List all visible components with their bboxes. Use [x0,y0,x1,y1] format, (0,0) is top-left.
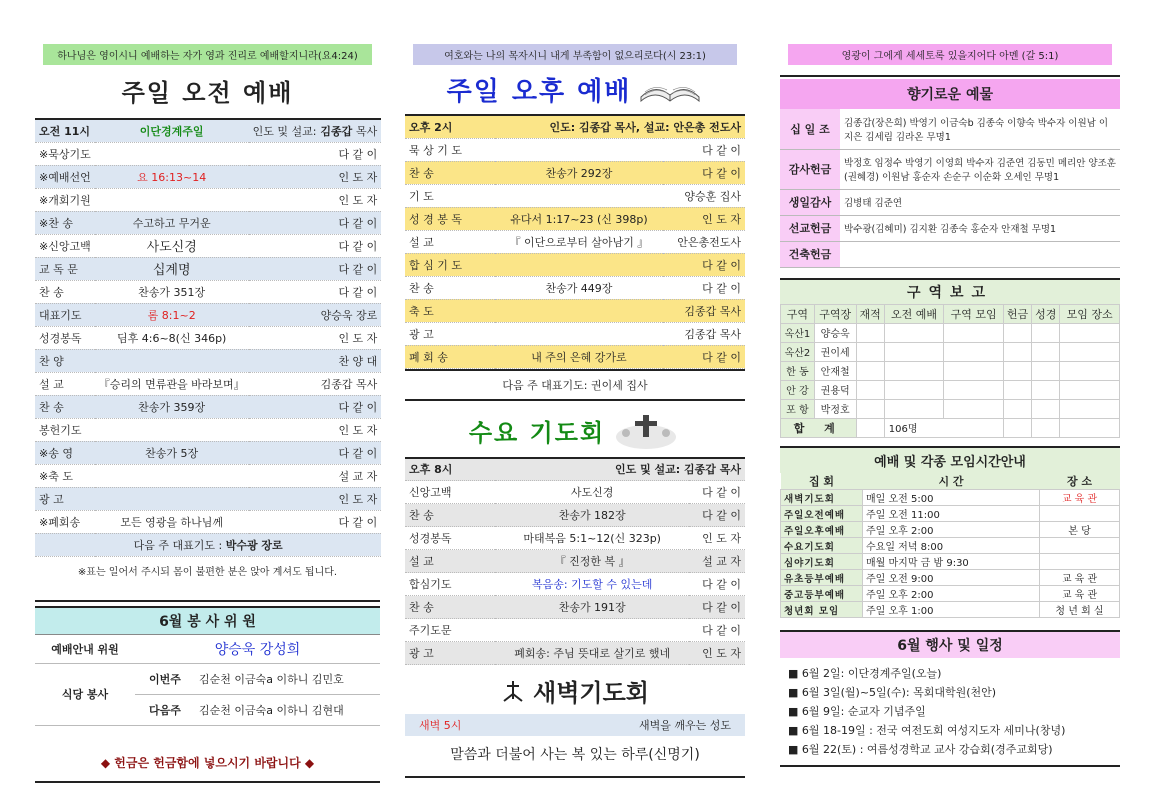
praying-hands-icon [611,411,681,451]
schedule-header: 장 소 [1040,473,1120,490]
area-name: 한 동 [781,361,815,380]
sunday-name: 이단경계주일 [95,119,249,142]
table-row [781,399,1120,418]
order-detail: 찬송가 351장 [95,280,249,303]
info-column [780,40,1120,767]
order-detail: 찬송가 292장 [495,161,663,184]
verse-banner: 하나님은 영이시니 예배하는 자가 영과 진리로 예배할지니라(요4:24) [43,44,372,65]
order-detail [95,188,249,211]
order-detail: 『승리의 면류관을 바라보며』 [95,372,249,395]
area-total-row: 합 계 106명 [781,418,1120,437]
area-leader: 양승욱 [814,323,856,342]
offering-row [780,189,1120,215]
area-cell [1032,361,1060,380]
order-item: 찬 송 [405,596,495,619]
order-person: 다 같 이 [663,138,745,161]
order-person: 인 도 자 [663,207,745,230]
area-leader: 안재철 [814,361,856,380]
area-name: 포 항 [781,399,815,418]
table-row [35,395,381,418]
schedule-time: 주일 오후 1:00 [863,602,1040,618]
order-person: 다 같 이 [663,345,745,368]
table-row [35,464,381,487]
list-item: ■ 6월 9일: 순교자 기념주일 [788,705,926,718]
table-row [781,570,1120,586]
area-cell [1003,380,1031,399]
open-book-icon [637,75,703,105]
table-row [781,361,1120,380]
schedule-place: 본 당 [1040,522,1120,538]
order-detail: 사도신경 [95,234,249,257]
list-item: ■ 6월 18-19일 : 전국 여전도회 여성지도자 세미나(창녕) [788,724,1066,737]
order-person: 다 같 이 [249,211,382,234]
order-detail [495,184,663,207]
order-detail: 『 이단으로부터 살아남기 』 [495,230,663,253]
table-row [35,487,381,510]
table-row [35,165,381,188]
order-detail: 롬 8:1~2 [95,303,249,326]
schedule-meeting: 심야기도회 [781,554,863,570]
schedule-time: 주일 오후 2:00 [863,522,1040,538]
order-item: 광 고 [405,322,495,345]
table-row [405,230,745,253]
table-row [405,345,745,368]
events-title: 6월 행사 및 일정 [780,630,1120,658]
area-cell [856,361,884,380]
usher-names: 양승욱 강성희 [135,635,380,664]
table-row [35,510,381,533]
offering-row [780,149,1120,189]
schedule-title: 예배 및 각종 모임시간안내 [780,446,1120,473]
area-cell [1032,323,1060,342]
events-list [780,658,1120,765]
area-cell [884,323,944,342]
order-item: 찬 송 [405,276,495,299]
service-time: 오후 2시 [405,115,495,138]
order-person: 다 같 이 [249,510,382,533]
order-person: 다 같 이 [689,573,745,596]
schedule-place [1040,554,1120,570]
table-row [35,372,381,395]
order-person: 인 도 자 [249,326,382,349]
table-row [35,280,381,303]
table-row [781,506,1120,522]
order-detail: 『 진정한 복 』 [495,550,689,573]
area-cell [1003,399,1031,418]
order-person: 김종갑 목사 [249,372,382,395]
order-detail: 수고하고 무거운 [95,211,249,234]
area-name: 옥산2 [781,342,815,361]
order-person: 안은총전도사 [663,230,745,253]
table-row [405,527,745,550]
area-header: 오전 예배 [884,304,944,323]
table-row [781,602,1120,618]
next-leader: 다음 주 대표기도: 권이세 집사 [405,369,745,399]
table-row [35,418,381,441]
order-detail: 딤후 4:6~8(신 346p) [95,326,249,349]
order-person: 다 같 이 [249,142,382,165]
schedule-place [1040,506,1120,522]
area-cell [1060,342,1120,361]
order-detail [495,138,663,161]
order-item: 봉헌기도 [35,418,95,441]
order-person: 다 같 이 [689,619,745,642]
area-cell [884,399,944,418]
area-cell [884,342,944,361]
table-row [35,188,381,211]
order-item: 합 심 기 도 [405,253,495,276]
order-detail [95,142,249,165]
table-row [35,257,381,280]
order-item: 광 고 [405,642,495,665]
offering-names: 김종갑(장은희) 박영기 이금숙b 김종숙 이향숙 박수자 이원남 이지은 김세림 김라온 무명1 [840,109,1120,149]
schedule-header: 시 간 [863,473,1040,490]
order-detail [495,299,663,322]
table-row [405,276,745,299]
order-person: 다 같 이 [249,441,382,464]
dawn-title: 새벽기도회 [533,679,649,707]
order-detail: 찬송가 359장 [95,395,249,418]
area-report-title: 구역보고 [780,278,1120,304]
order-item: 신앙고백 [405,481,495,504]
order-item: 설 교 [405,550,495,573]
order-detail: 마태복음 5:1~12(신 323p) [495,527,689,550]
schedule-time: 매일 오전 5:00 [863,490,1040,506]
area-leader: 권용덕 [814,380,856,399]
order-detail: 유다서 1:17~23 (신 398p) [495,207,663,230]
standing-note: ※표는 일어서 주시되 몸이 불편한 분은 앉아 계셔도 됩니다. [77,566,338,578]
offering-label: 생일감사 [780,189,840,215]
area-cell [856,380,884,399]
order-item: 대표기도 [35,303,95,326]
morning-order-table [35,118,381,557]
area-cell [1060,380,1120,399]
schedule-meeting: 유초등부예배 [781,570,863,586]
area-leader: 권이세 [814,342,856,361]
order-item: 성경봉독 [405,527,495,550]
area-cell [1060,361,1120,380]
table-row [781,538,1120,554]
area-cell [944,342,1004,361]
order-item: ※묵상기도 [35,142,95,165]
area-cell [884,380,944,399]
dawn-bar: 새벽 5시 새벽을 깨우는 성도 [405,714,745,736]
offering-names: 김병태 김준연 [840,189,1120,215]
order-detail [95,487,249,510]
order-person: 인 도 자 [689,527,745,550]
order-person: 김종갑 목사 [663,322,745,345]
area-header: 구역 [781,304,815,323]
schedule-place: 교 육 관 [1040,490,1120,506]
order-person: 설 교 자 [249,464,382,487]
schedule-place: 교 육 관 [1040,586,1120,602]
order-item: 성경봉독 [35,326,95,349]
leader-info: 인도: 김종갑 목사, 설교: 안은총 전도사 [495,115,745,138]
order-person: 인 도 자 [249,165,382,188]
order-item: 광 고 [35,487,95,510]
area-header: 성경 [1032,304,1060,323]
schedule-meeting: 청년회 모임 [781,602,863,618]
order-person: 다 같 이 [689,481,745,504]
area-cell [1060,399,1120,418]
order-person: 다 같 이 [249,234,382,257]
schedule-time: 주일 오후 2:00 [863,586,1040,602]
order-item: 폐 회 송 [405,345,495,368]
order-detail: 찬송가 5장 [95,441,249,464]
order-item: 묵 상 기 도 [405,138,495,161]
table-row [405,299,745,322]
area-name: 안 강 [781,380,815,399]
list-item: ■ 6월 22(토) : 여름성경학교 교사 강습회(경주교회당) [788,743,1053,756]
area-header: 재적 [856,304,884,323]
table-row [781,342,1120,361]
schedule-meeting: 수요기도회 [781,538,863,554]
area-name: 옥산1 [781,323,815,342]
area-cell [1003,361,1031,380]
table-row [35,326,381,349]
schedule-place [1040,538,1120,554]
table-row [405,642,745,665]
offering-label: 건축헌금 [780,241,840,267]
order-item: 기 도 [405,184,495,207]
table-row [405,504,745,527]
table-row [35,441,381,464]
order-item: 찬 양 [35,349,95,372]
schedule-meeting: 주일오전예배 [781,506,863,522]
area-header: 구역장 [814,304,856,323]
order-person: 다 같 이 [249,395,382,418]
schedule-time: 주일 오전 11:00 [863,506,1040,522]
order-detail [95,349,249,372]
service-time: 오전 11시 [35,119,95,142]
area-cell [944,380,1004,399]
table-row [405,573,745,596]
table-row [35,211,381,234]
order-item: ※송 영 [35,441,95,464]
dawn-theme: 말씀과 더불어 사는 복 있는 하루(신명기) [450,747,700,763]
table-row [781,380,1120,399]
wednesday-title: 수요 기도회 [468,419,606,447]
table-row [405,161,745,184]
volunteers-table: 예배안내 위원 양승욱 강성희 식당 봉사 이번주 김순천 이금숙a 이하니 김민호 다음주 김순천 이금숙a 이하니 김현대 [35,635,380,726]
order-person: 찬 양 대 [249,349,382,372]
next-leader-row: 다음 주 대표기도 : 박수광 장로 [35,533,381,556]
order-item: ※예배선언 [35,165,95,188]
order-item: 설 교 [35,372,95,395]
morning-title: 주일 오전 예배 [121,79,294,107]
order-detail [95,418,249,441]
area-leader: 박정호 [814,399,856,418]
order-detail [495,322,663,345]
afternoon-order-table [405,114,745,369]
schedule-time: 매월 마지막 금 밤 9:30 [863,554,1040,570]
order-person: 양승훈 집사 [663,184,745,207]
area-cell [1003,323,1031,342]
table-row [405,184,745,207]
offering-label: 감사헌금 [780,149,840,189]
order-person: 인 도 자 [689,642,745,665]
table-row [781,522,1120,538]
order-item: 합심기도 [405,573,495,596]
area-cell [944,323,1004,342]
order-person: 다 같 이 [689,596,745,619]
schedule-time: 주일 오전 9:00 [863,570,1040,586]
table-row [781,490,1120,506]
order-item: 설 교 [405,230,495,253]
offering-names [840,241,1120,267]
order-item: ※폐회송 [35,510,95,533]
area-cell [856,399,884,418]
offering-names: 박수광(김혜미) 김지환 김종숙 홍순자 안재철 무명1 [840,215,1120,241]
table-row [35,303,381,326]
order-person: 다 같 이 [663,253,745,276]
verse-banner: 여호와는 나의 목자시니 내게 부족함이 없으리로다(시 23:1) [413,44,737,65]
schedule-time: 수요일 저녁 8:00 [863,538,1040,554]
area-cell [1003,342,1031,361]
list-item: ■ 6월 2일: 이단경계주일(오늘) [788,667,942,680]
afternoon-title: 주일 오후 예배 [446,77,632,107]
dawn-title-row [405,673,745,708]
area-cell [1032,399,1060,418]
table-row [405,207,745,230]
order-person: 다 같 이 [689,504,745,527]
wednesday-order-table: 오후 8시 인도 및 설교: 김종갑 목사 신앙고백 사도신경 다 같 이 찬 송 찬송가 182장 다 같 이 성경봉독 마태복음 5:1~12(신 323p) 인 도 자 설 교 『 진정한 복 』 설 교 자 합심기도 복음송: 기도할 수 있는데 다 같 이 찬 송 찬송가 191장 다 같 이 주기도문 다 같 이 광 고 폐회송: 주님 뜻대로 살기로 했네 인 도 자 [405,457,745,666]
table-row [781,554,1120,570]
table-row [781,586,1120,602]
order-detail: 십계명 [95,257,249,280]
order-person: 인 도 자 [249,188,382,211]
offering-row [780,109,1120,149]
order-detail: 요 16:13~14 [95,165,249,188]
order-person: 다 같 이 [663,161,745,184]
offering-table [780,109,1120,268]
table-row [35,349,381,372]
area-header: 구역 모임 [944,304,1004,323]
order-person: 인 도 자 [249,418,382,441]
offering-names: 박정호 임정수 박영기 이영희 박수자 김준연 김동민 메리안 양조훈(권혜경) 이원남 홍순자 손순구 이순화 오세인 무명1 [840,149,1120,189]
table-row [405,619,745,642]
area-cell [944,361,1004,380]
verse-banner: 영광이 그에게 세세토록 있을지어다 아멘 (갈 5:1) [788,44,1112,65]
order-detail: 찬송가 449장 [495,276,663,299]
table-row [405,596,745,619]
order-detail: 찬송가 182장 [495,504,689,527]
area-cell [1032,380,1060,399]
order-item: 찬 송 [35,395,95,418]
order-detail: 복음송: 기도할 수 있는데 [495,573,689,596]
order-detail [495,253,663,276]
area-header: 헌금 [1003,304,1031,323]
area-report-table [780,304,1120,438]
offering-note: ◆ 헌금은 헌금함에 넣으시기 바랍니다 ◆ [100,755,315,770]
order-detail [95,464,249,487]
order-person: 양승욱 장로 [249,303,382,326]
schedule-place: 교 육 관 [1040,570,1120,586]
order-item: ※개회기원 [35,188,95,211]
order-item: 성 경 봉 독 [405,207,495,230]
prayer-cross-icon [501,679,525,703]
schedule-place: 청 년 회 실 [1040,602,1120,618]
morning-column [35,40,380,783]
order-detail: 모든 영광을 하나님께 [95,510,249,533]
area-cell [884,361,944,380]
order-detail: 내 주의 은혜 강가로 [495,345,663,368]
offering-label: 십 일 조 [780,109,840,149]
order-item: ※신앙고백 [35,234,95,257]
volunteers-title: 6월 봉 사 위 원 [35,606,380,635]
area-header: 모임 장소 [1060,304,1120,323]
morning-header-row [35,119,381,142]
order-item: ※찬 송 [35,211,95,234]
order-item: 축 도 [405,299,495,322]
area-cell [944,399,1004,418]
area-cell [1060,323,1120,342]
list-item: ■ 6월 3일(월)~5일(수): 목회대학원(천안) [788,686,997,699]
schedule-table [780,473,1120,619]
schedule-meeting: 중고등부예배 [781,586,863,602]
order-person: 김종갑 목사 [663,299,745,322]
order-item: 찬 송 [405,161,495,184]
order-person: 다 같 이 [249,257,382,280]
table-row [405,322,745,345]
area-cell [856,323,884,342]
offering-label: 선교헌금 [780,215,840,241]
order-person: 다 같 이 [249,280,382,303]
table-row [781,323,1120,342]
order-item: 교 독 문 [35,257,95,280]
schedule-header: 집 회 [781,473,863,490]
afternoon-column [405,40,745,778]
table-row [405,481,745,504]
order-item: ※축 도 [35,464,95,487]
order-detail [495,619,689,642]
order-person: 다 같 이 [663,276,745,299]
table-row [405,253,745,276]
offering-row [780,241,1120,267]
leader-info: 인도 및 설교: 김종갑 목사 [249,119,382,142]
order-person: 설 교 자 [689,550,745,573]
table-row [35,142,381,165]
order-item: 찬 송 [35,280,95,303]
offering-title: 향기로운 예물 [780,79,1120,109]
area-cell [856,342,884,361]
order-detail: 찬송가 191장 [495,596,689,619]
table-row [405,138,745,161]
table-row [405,550,745,573]
order-item: 주기도문 [405,619,495,642]
offering-row [780,215,1120,241]
order-person: 인 도 자 [249,487,382,510]
order-detail: 폐회송: 주님 뜻대로 살기로 했네 [495,642,689,665]
area-cell [1032,342,1060,361]
order-item: 찬 송 [405,504,495,527]
order-detail: 사도신경 [495,481,689,504]
schedule-meeting: 새벽기도회 [781,490,863,506]
table-row [35,234,381,257]
schedule-meeting: 주일오후예배 [781,522,863,538]
